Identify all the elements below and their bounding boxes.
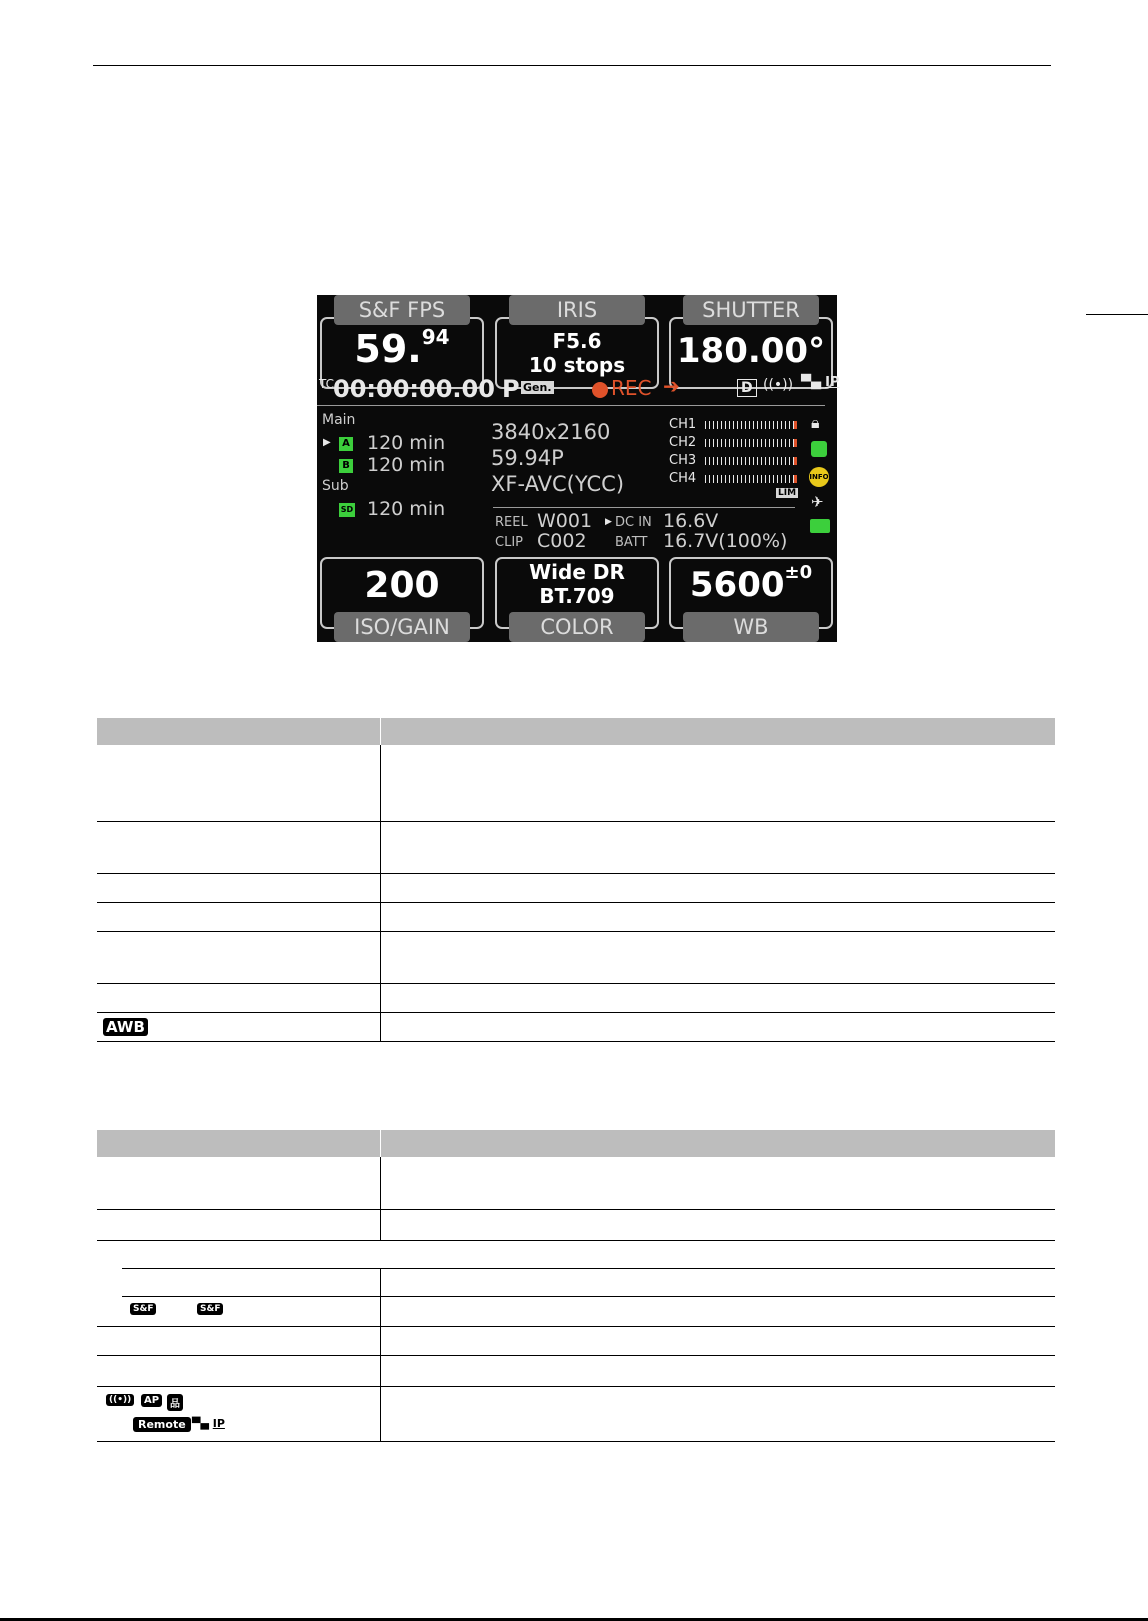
table-1	[97, 718, 1055, 1042]
slot-a-badge: A	[339, 437, 353, 451]
table-row	[97, 1013, 1055, 1042]
ap-icon: AP	[141, 1394, 162, 1407]
tab-iris: IRIS	[509, 295, 645, 325]
remote-icon: Remote	[133, 1417, 191, 1432]
iso-value: 200	[364, 565, 440, 606]
rec-label: REC	[611, 376, 652, 400]
media-main-label: Main	[322, 412, 356, 428]
batt-value: 16.7V(100%)	[663, 530, 788, 552]
audio-ch4-meter	[705, 475, 797, 483]
iris-value: F5.6 10 stops	[528, 329, 626, 377]
table-row	[97, 822, 1055, 874]
table-row	[97, 745, 1055, 822]
table-row	[97, 932, 1055, 984]
media-sub-label: Sub	[322, 478, 349, 494]
table-row	[97, 1241, 1055, 1269]
clip-label: CLIP	[495, 535, 523, 550]
slot-sd-time: 120 min	[367, 498, 446, 520]
dcin-value: 16.6V	[663, 510, 719, 532]
resolution: 3840x2160	[491, 420, 611, 444]
camera-ip-icon: ▀▄ IP	[192, 1417, 225, 1430]
fps-value: 59.94	[354, 325, 450, 371]
tab-iso-gain: ISO/GAIN	[334, 612, 470, 642]
lock-icon: 🔒︎	[811, 413, 820, 432]
table-row	[97, 874, 1055, 903]
shutter-value: 180.00°	[676, 331, 826, 371]
limiter-badge: LIM	[778, 488, 797, 498]
tab-color: COLOR	[509, 612, 645, 642]
camera-icon	[810, 519, 830, 533]
audio-ch4-label: CH4	[669, 471, 697, 486]
sf-icon-alt: S&F	[197, 1303, 223, 1315]
table-row	[97, 1387, 1055, 1442]
top-rule	[93, 65, 1051, 66]
arrow-right-icon: ➔	[663, 374, 680, 398]
temperature-icon	[811, 441, 827, 457]
info-icon: INFO	[809, 467, 829, 487]
tab-sf-fps: S&F FPS	[334, 295, 470, 325]
table-row	[97, 1269, 1055, 1297]
d-mode-icon: D	[737, 379, 757, 397]
wireless-icon: ((•))	[763, 377, 794, 393]
table-row	[97, 1210, 1055, 1241]
frame-rate: 59.94P	[491, 446, 564, 470]
reel-label: REEL	[495, 515, 528, 530]
tc-mode: P	[502, 375, 520, 403]
network-icon: 品	[167, 1394, 183, 1411]
tab-shutter: SHUTTER	[683, 295, 819, 325]
table-row	[97, 1327, 1055, 1356]
codec: XF-AVC(YCC)	[491, 472, 625, 496]
timecode: 00:00:00.00	[333, 375, 495, 403]
table-2-header	[97, 1130, 1055, 1157]
audio-ch3-meter	[705, 457, 797, 465]
wireless-icon: ((•))	[106, 1394, 134, 1406]
audio-ch1-label: CH1	[669, 417, 697, 432]
audio-ch3-label: CH3	[669, 453, 697, 468]
wb-value: $5600^{\pm 0}$	[689, 561, 813, 605]
table-row	[97, 1157, 1055, 1210]
chapter-tab-rule	[1086, 314, 1148, 315]
camera-status-screen	[317, 295, 840, 642]
table-1-header	[97, 718, 1055, 745]
table-row	[97, 984, 1055, 1013]
gps-satellite-icon: ✈︎	[811, 493, 824, 511]
table-row	[97, 1356, 1055, 1387]
audio-ch1-meter	[705, 421, 797, 429]
tab-wb: WB	[683, 612, 819, 642]
slot-sd-badge: SD	[339, 503, 355, 517]
table-row	[97, 1297, 1055, 1327]
slot-a-time: 120 min	[367, 432, 446, 454]
awb-icon: AWB	[103, 1018, 148, 1036]
tc-label: TC	[319, 377, 335, 391]
table-row	[97, 903, 1055, 932]
dcin-label: DC IN	[615, 515, 652, 530]
slot-b-time: 120 min	[367, 454, 446, 476]
slot-selected-icon: ▶	[323, 437, 331, 448]
rec-dot-icon	[592, 382, 608, 398]
camera-ip-icon: ▀▄ IP	[801, 375, 840, 390]
sf-icon: S&F	[130, 1303, 156, 1315]
table-2	[97, 1130, 1055, 1442]
gen-badge: Gen.	[523, 381, 552, 394]
batt-label: BATT	[615, 535, 648, 550]
status-divider	[317, 405, 825, 406]
color-value: Wide DR BT.709	[529, 560, 625, 608]
slot-b-badge: B	[339, 459, 353, 473]
info-divider	[493, 507, 795, 508]
audio-ch2-label: CH2	[669, 435, 697, 450]
clip-value: C002	[537, 530, 587, 552]
audio-ch2-meter	[705, 439, 797, 447]
reel-value: W001	[537, 510, 593, 532]
power-source-selected-icon: ▶	[605, 517, 612, 527]
